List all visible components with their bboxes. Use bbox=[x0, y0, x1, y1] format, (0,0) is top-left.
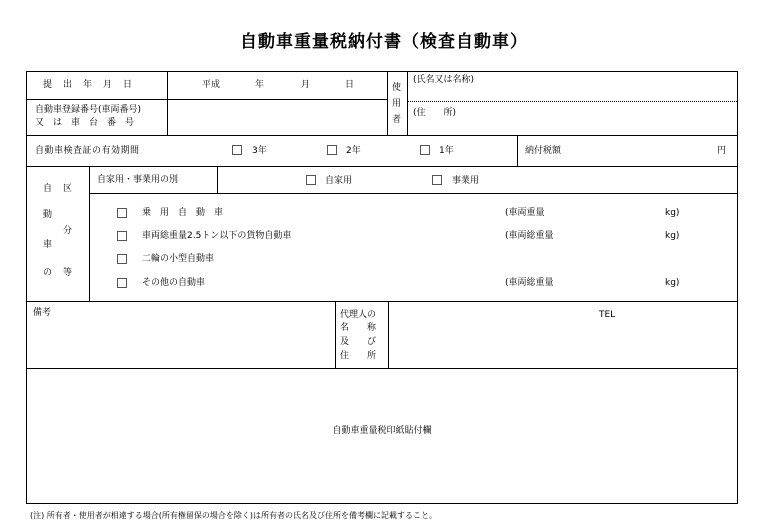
validity-label: 自動車検査証の有効期間 bbox=[35, 146, 140, 156]
era-label: 平成 bbox=[202, 80, 221, 90]
category-side-char: 区 bbox=[63, 184, 73, 194]
category-side-char: 車 bbox=[43, 240, 53, 250]
passenger-car-checkbox[interactable] bbox=[117, 208, 127, 218]
chassis-number-label: 又 は 車 台 番 号 bbox=[35, 118, 135, 128]
footnote: (注) 所有者・使用者が相違する場合(所有権留保の場合を除く)は所有者の氏名及び住所を備考欄に記載すること。 bbox=[30, 511, 438, 520]
submit-date-label: 提 出 年 月 日 bbox=[43, 80, 134, 90]
divider bbox=[407, 101, 737, 102]
small-motorcycle-label: 二輪の小型自動車 bbox=[142, 254, 215, 264]
divider bbox=[217, 166, 218, 193]
day-label: 日 bbox=[345, 80, 355, 90]
validity-3year-checkbox[interactable] bbox=[232, 145, 242, 155]
agent-label-line: 及 び bbox=[340, 337, 377, 347]
gross-weight-label: (車両総重量 bbox=[505, 231, 554, 241]
month-label: 月 bbox=[301, 80, 311, 90]
commercial-use-checkbox[interactable] bbox=[432, 175, 442, 185]
validity-1year-label: 1年 bbox=[439, 146, 454, 156]
vehicle-weight-label: (車両重量 bbox=[505, 208, 545, 218]
user-label-char: 使 bbox=[392, 83, 402, 93]
divider bbox=[89, 166, 90, 301]
form-title: 自動車重量税納付書（検査自動車） bbox=[240, 32, 528, 52]
gross-weight-label: (車両総重量 bbox=[505, 278, 554, 288]
remarks-label: 備考 bbox=[33, 308, 52, 318]
weight-unit-label: kg) bbox=[665, 231, 680, 241]
category-side-char: 分 bbox=[63, 226, 73, 236]
passenger-car-label: 乗 用 自 動 車 bbox=[142, 208, 224, 218]
validity-3year-label: 3年 bbox=[252, 146, 267, 156]
divider bbox=[27, 99, 387, 100]
agent-label-line: 代理人の bbox=[340, 310, 377, 320]
weight-unit-label: kg) bbox=[665, 208, 680, 218]
category-side-char: 等 bbox=[63, 268, 73, 278]
divider bbox=[517, 135, 518, 166]
tax-payment-form bbox=[26, 71, 738, 504]
divider bbox=[335, 301, 336, 368]
agent-label-line: 名 称 bbox=[340, 323, 377, 333]
use-type-label: 自家用・事業用の別 bbox=[97, 175, 179, 185]
divider bbox=[387, 72, 388, 135]
light-truck-checkbox[interactable] bbox=[117, 231, 127, 241]
divider bbox=[388, 301, 389, 368]
other-vehicle-checkbox[interactable] bbox=[117, 278, 127, 288]
user-label-char: 用 bbox=[392, 99, 402, 109]
divider bbox=[89, 193, 737, 194]
validity-1year-checkbox[interactable] bbox=[420, 145, 430, 155]
divider bbox=[27, 135, 737, 136]
user-label-char: 者 bbox=[392, 115, 402, 125]
weight-unit-label: kg) bbox=[665, 278, 680, 288]
validity-2year-label: 2年 bbox=[346, 146, 361, 156]
divider bbox=[27, 368, 737, 369]
validity-2year-checkbox[interactable] bbox=[327, 145, 337, 155]
agent-label-line: 住 所 bbox=[340, 351, 377, 361]
other-vehicle-label: その他の自動車 bbox=[142, 278, 206, 288]
divider bbox=[27, 166, 737, 167]
user-address-label: (住 所) bbox=[413, 108, 457, 118]
divider bbox=[407, 72, 408, 135]
category-side-char: 自 bbox=[43, 184, 53, 194]
category-side-char: の bbox=[43, 268, 53, 278]
tax-amount-label: 納付税額 bbox=[525, 146, 562, 156]
stamp-area-label: 自動車重量税印紙貼付欄 bbox=[332, 426, 432, 436]
reg-number-label: 自動車登録番号(車両番号) bbox=[35, 105, 142, 115]
year-label: 年 bbox=[255, 80, 265, 90]
category-side-char: 動 bbox=[43, 210, 53, 220]
divider bbox=[167, 72, 168, 135]
user-name-label: (氏名又は名称) bbox=[413, 75, 475, 85]
private-use-checkbox[interactable] bbox=[306, 175, 316, 185]
tax-unit-label: 円 bbox=[717, 146, 727, 156]
commercial-use-label: 事業用 bbox=[452, 176, 480, 186]
private-use-label: 自家用 bbox=[325, 176, 353, 186]
divider bbox=[27, 301, 737, 302]
small-motorcycle-checkbox[interactable] bbox=[117, 254, 127, 264]
light-truck-label: 車両総重量2.5トン以下の貨物自動車 bbox=[142, 231, 292, 241]
tel-label: TEL bbox=[599, 310, 616, 320]
